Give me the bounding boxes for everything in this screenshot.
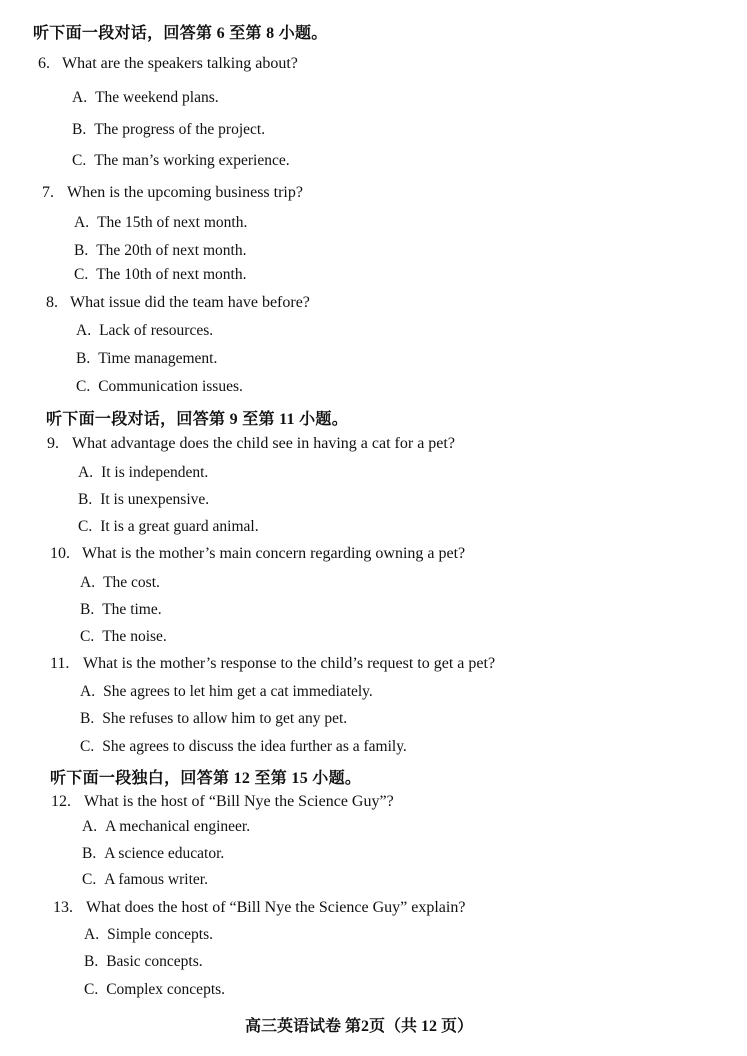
option-13b [84,953,203,971]
option-letter: C. [80,628,95,645]
option-text: Simple concepts. [107,926,213,943]
option-10c [80,628,167,646]
question-text: What is the mother’s main concern regarding owning a pet? [82,545,466,562]
question-11 [50,655,495,673]
option-text: She agrees to discuss the idea further as a family. [102,738,407,755]
question-6 [38,55,298,73]
option-text: It is independent. [101,464,209,481]
option-8a [76,322,213,340]
option-letter: A. [74,214,90,231]
option-letter: A. [72,89,88,106]
section-instruction: 听下面一段独白，回答第 12 至第 15 小题。 [50,770,362,787]
question-text: When is the upcoming business trip? [67,184,303,201]
question-number: 8. [46,294,58,311]
option-letter: B. [82,845,97,862]
question-13 [53,899,465,917]
section-instruction: 听下面一段对话，回答第 6 至第 8 小题。 [33,25,328,42]
option-8b [76,350,217,368]
option-text: She agrees to let him get a cat immediately. [103,683,373,700]
option-11c [80,738,407,756]
question-text: What issue did the team have before? [70,294,310,311]
option-text: She refuses to allow him to get any pet. [102,710,348,727]
option-11a [80,683,373,701]
question-9 [47,435,455,453]
option-letter: C. [76,378,91,395]
option-text: It is unexpensive. [100,491,210,508]
question-text: What does the host of “Bill Nye the Science Guy” explain? [86,899,466,916]
option-9c [78,518,259,536]
option-13c [84,981,225,999]
page-footer: 高三英语试卷 第2页（共 12 页） [245,1018,474,1035]
option-text: It is a great guard animal. [100,518,259,535]
option-6c [72,152,290,170]
question-text: What advantage does the child see in having a cat for a pet? [72,435,455,452]
question-10 [50,545,465,563]
option-letter: A. [80,683,96,700]
option-letter: A. [76,322,92,339]
question-number: 7. [42,184,54,201]
option-12a [82,818,250,836]
option-letter: C. [80,738,95,755]
option-text: Complex concepts. [106,981,226,998]
option-letter: B. [76,350,91,367]
option-9b [78,491,209,509]
question-12 [51,793,394,811]
option-8c [76,378,243,396]
option-6a [72,89,219,107]
option-7a [74,214,247,232]
option-letter: B. [72,121,87,138]
option-text: The 10th of next month. [96,266,247,283]
option-text: The man’s working experience. [94,152,290,169]
section-instruction: 听下面一段对话，回答第 9 至第 11 小题。 [46,411,349,428]
option-letter: B. [74,242,89,259]
option-letter: C. [74,266,89,283]
question-number: 13. [53,899,73,916]
option-text: Time management. [98,350,218,367]
option-text: A science educator. [104,845,225,862]
option-text: The cost. [103,574,160,591]
option-9a [78,464,208,482]
option-text: The 15th of next month. [97,214,248,231]
option-7c [74,266,246,284]
option-text: Communication issues. [98,378,243,395]
option-12c [82,871,208,889]
option-letter: C. [72,152,87,169]
option-letter: A. [80,574,96,591]
option-6b [72,121,265,139]
option-text: The time. [102,601,162,618]
question-number: 11. [50,655,70,672]
question-text: What are the speakers talking about? [62,55,298,72]
question-8 [46,294,310,312]
option-letter: C. [84,981,99,998]
option-10b [80,601,162,619]
question-text: What is the mother’s response to the child’s request to get a pet? [83,655,496,672]
question-number: 12. [51,793,71,810]
option-text: The noise. [102,628,167,645]
option-letter: B. [84,953,99,970]
option-letter: A. [82,818,98,835]
option-text: The progress of the project. [94,121,266,138]
option-text: The 20th of next month. [96,242,247,259]
option-letter: B. [80,601,95,618]
option-text: Lack of resources. [99,322,214,339]
question-number: 9. [47,435,59,452]
option-text: A mechanical engineer. [105,818,251,835]
option-11b [80,710,347,728]
question-7 [42,184,303,202]
question-number: 10. [50,545,70,562]
option-7b [74,242,246,260]
option-12b [82,845,224,863]
option-letter: C. [78,518,93,535]
option-10a [80,574,160,592]
question-number: 6. [38,55,50,72]
option-letter: B. [80,710,95,727]
question-text: What is the host of “Bill Nye the Science Guy”? [84,793,394,810]
option-letter: A. [84,926,100,943]
option-text: A famous writer. [104,871,208,888]
option-text: The weekend plans. [95,89,219,106]
option-letter: C. [82,871,97,888]
option-letter: A. [78,464,94,481]
option-13a [84,926,213,944]
option-text: Basic concepts. [106,953,203,970]
option-letter: B. [78,491,93,508]
